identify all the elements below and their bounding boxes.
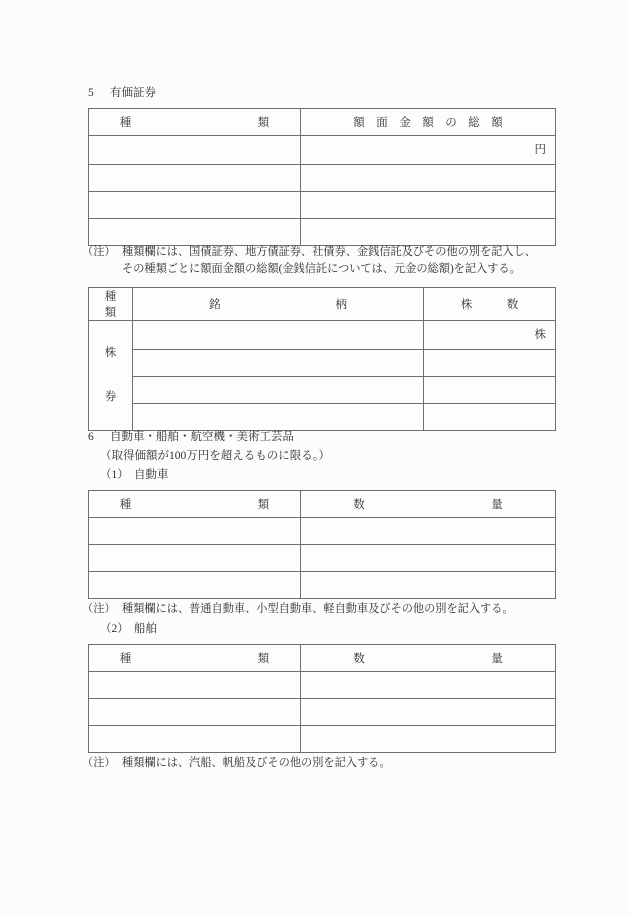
table-row <box>89 377 556 404</box>
table-row <box>89 572 556 599</box>
header-cell-kind <box>89 645 301 672</box>
header-label-quantity: 数 量 <box>353 653 503 665</box>
section-5-heading <box>88 85 156 101</box>
note-line-1: 種類欄には、国債証券、地方債証券、社債券、金銭信託及びその他の別を記入し、 <box>122 246 536 258</box>
input-cell-kind-2[interactable] <box>89 545 301 572</box>
header-label-quantity: 数 量 <box>353 499 503 511</box>
input-cell-quantity-1[interactable] <box>301 672 556 699</box>
subsection-1-number: （1） <box>100 469 129 481</box>
section-6-heading <box>88 429 294 445</box>
input-cell-kind-3[interactable] <box>89 726 301 753</box>
subsection-1-heading <box>100 467 169 483</box>
input-cell-quantity-3[interactable] <box>301 726 556 753</box>
header-cell-kind <box>89 109 301 136</box>
header-label-shares: 株 数 <box>460 299 519 311</box>
securities-note <box>82 244 536 261</box>
input-cell-amount-3[interactable] <box>301 192 556 219</box>
table-header-row <box>89 491 556 518</box>
unit-label-shares: 株 <box>534 329 546 341</box>
subsection-1-title: 自動車 <box>134 469 169 481</box>
input-cell-issue-3[interactable] <box>133 377 424 404</box>
header-label-kind: 種 類 <box>119 653 270 665</box>
securities-note-line2-wrap <box>122 261 521 278</box>
note-label: （注） <box>82 757 116 769</box>
ship-table <box>88 644 556 753</box>
input-cell-quantity-2[interactable] <box>301 699 556 726</box>
header-cell-kind <box>89 491 301 518</box>
header-label-kind: 種 類 <box>104 291 140 319</box>
input-cell-kind-1[interactable] <box>89 672 301 699</box>
header-cell-quantity <box>301 491 556 518</box>
merged-cell-kind-stock-certificate <box>89 321 133 431</box>
note-line-1: 種類欄には、普通自動車、小型自動車、軽自動車及びその他の別を記入する。 <box>122 603 514 615</box>
table-row <box>89 321 556 350</box>
input-cell-issue-2[interactable] <box>133 350 424 377</box>
section-6-condition: （取得価額が100万円を超えるものに限る。） <box>100 450 330 462</box>
input-cell-quantity-3[interactable] <box>301 572 556 599</box>
input-cell-kind-2[interactable] <box>89 699 301 726</box>
table-header-row <box>89 109 556 136</box>
input-cell-amount-4[interactable] <box>301 219 556 246</box>
input-cell-shares-2[interactable] <box>424 350 556 377</box>
note-label: （注） <box>82 246 116 258</box>
subsection-2-heading <box>100 621 157 637</box>
automobile-note <box>82 601 514 618</box>
table-row <box>89 518 556 545</box>
unit-label-yen: 円 <box>534 144 546 156</box>
ship-note <box>82 755 391 772</box>
input-cell-issue-1[interactable] <box>133 321 424 350</box>
note-label: （注） <box>82 603 116 615</box>
automobile-table <box>88 490 556 599</box>
table-row <box>89 726 556 753</box>
input-cell-kind-3[interactable] <box>89 192 301 219</box>
table-header-row <box>89 645 556 672</box>
stock-certificate-table <box>88 287 556 431</box>
subsection-2-number: （2） <box>100 623 129 635</box>
section-6-title: 自動車・船舶・航空機・美術工芸品 <box>110 431 294 443</box>
input-cell-kind-3[interactable] <box>89 572 301 599</box>
table-row <box>89 192 556 219</box>
input-cell-shares-1[interactable] <box>424 321 556 350</box>
section-5-title: 有価証券 <box>110 87 156 99</box>
header-cell-shares <box>424 288 556 321</box>
note-line-1: 種類欄には、汽船、帆船及びその他の別を記入する。 <box>122 757 391 769</box>
table-row <box>89 699 556 726</box>
header-cell-face-value <box>301 109 556 136</box>
kind-label-bottom: 券 <box>104 390 117 403</box>
header-cell-kind <box>89 288 140 321</box>
table-row <box>89 350 556 377</box>
table-row <box>89 545 556 572</box>
input-cell-amount-2[interactable] <box>301 165 556 192</box>
header-cell-quantity <box>301 645 556 672</box>
header-cell-issue <box>133 288 424 321</box>
header-label-kind: 種 類 <box>119 499 270 511</box>
input-cell-amount-1[interactable] <box>301 136 556 165</box>
header-label-issue: 銘 柄 <box>209 299 347 311</box>
subsection-2-title: 船舶 <box>134 623 157 635</box>
header-label-kind: 種 類 <box>119 117 270 129</box>
table-header-row <box>89 288 556 321</box>
note-line-2: その種類ごとに額面金額の総額(金銭信託については、元金の総額)を記入する。 <box>122 263 521 275</box>
securities-table <box>88 108 556 246</box>
table-row <box>89 672 556 699</box>
input-cell-kind-1[interactable] <box>89 136 301 165</box>
table-row <box>89 404 556 431</box>
section-6-condition-wrap <box>100 448 330 464</box>
input-cell-quantity-2[interactable] <box>301 545 556 572</box>
input-cell-quantity-1[interactable] <box>301 518 556 545</box>
input-cell-kind-2[interactable] <box>89 165 301 192</box>
section-5-number: 5 <box>88 87 94 99</box>
input-cell-shares-4[interactable] <box>424 404 556 431</box>
kind-label-top: 株 <box>104 346 117 359</box>
section-6-number: 6 <box>88 431 94 443</box>
input-cell-kind-1[interactable] <box>89 518 301 545</box>
table-row <box>89 165 556 192</box>
input-cell-kind-4[interactable] <box>89 219 301 246</box>
table-row <box>89 136 556 165</box>
input-cell-shares-3[interactable] <box>424 377 556 404</box>
input-cell-issue-4[interactable] <box>133 404 424 431</box>
header-label-face-value: 額 面 金 額 の 総 額 <box>353 117 503 129</box>
table-row <box>89 219 556 246</box>
